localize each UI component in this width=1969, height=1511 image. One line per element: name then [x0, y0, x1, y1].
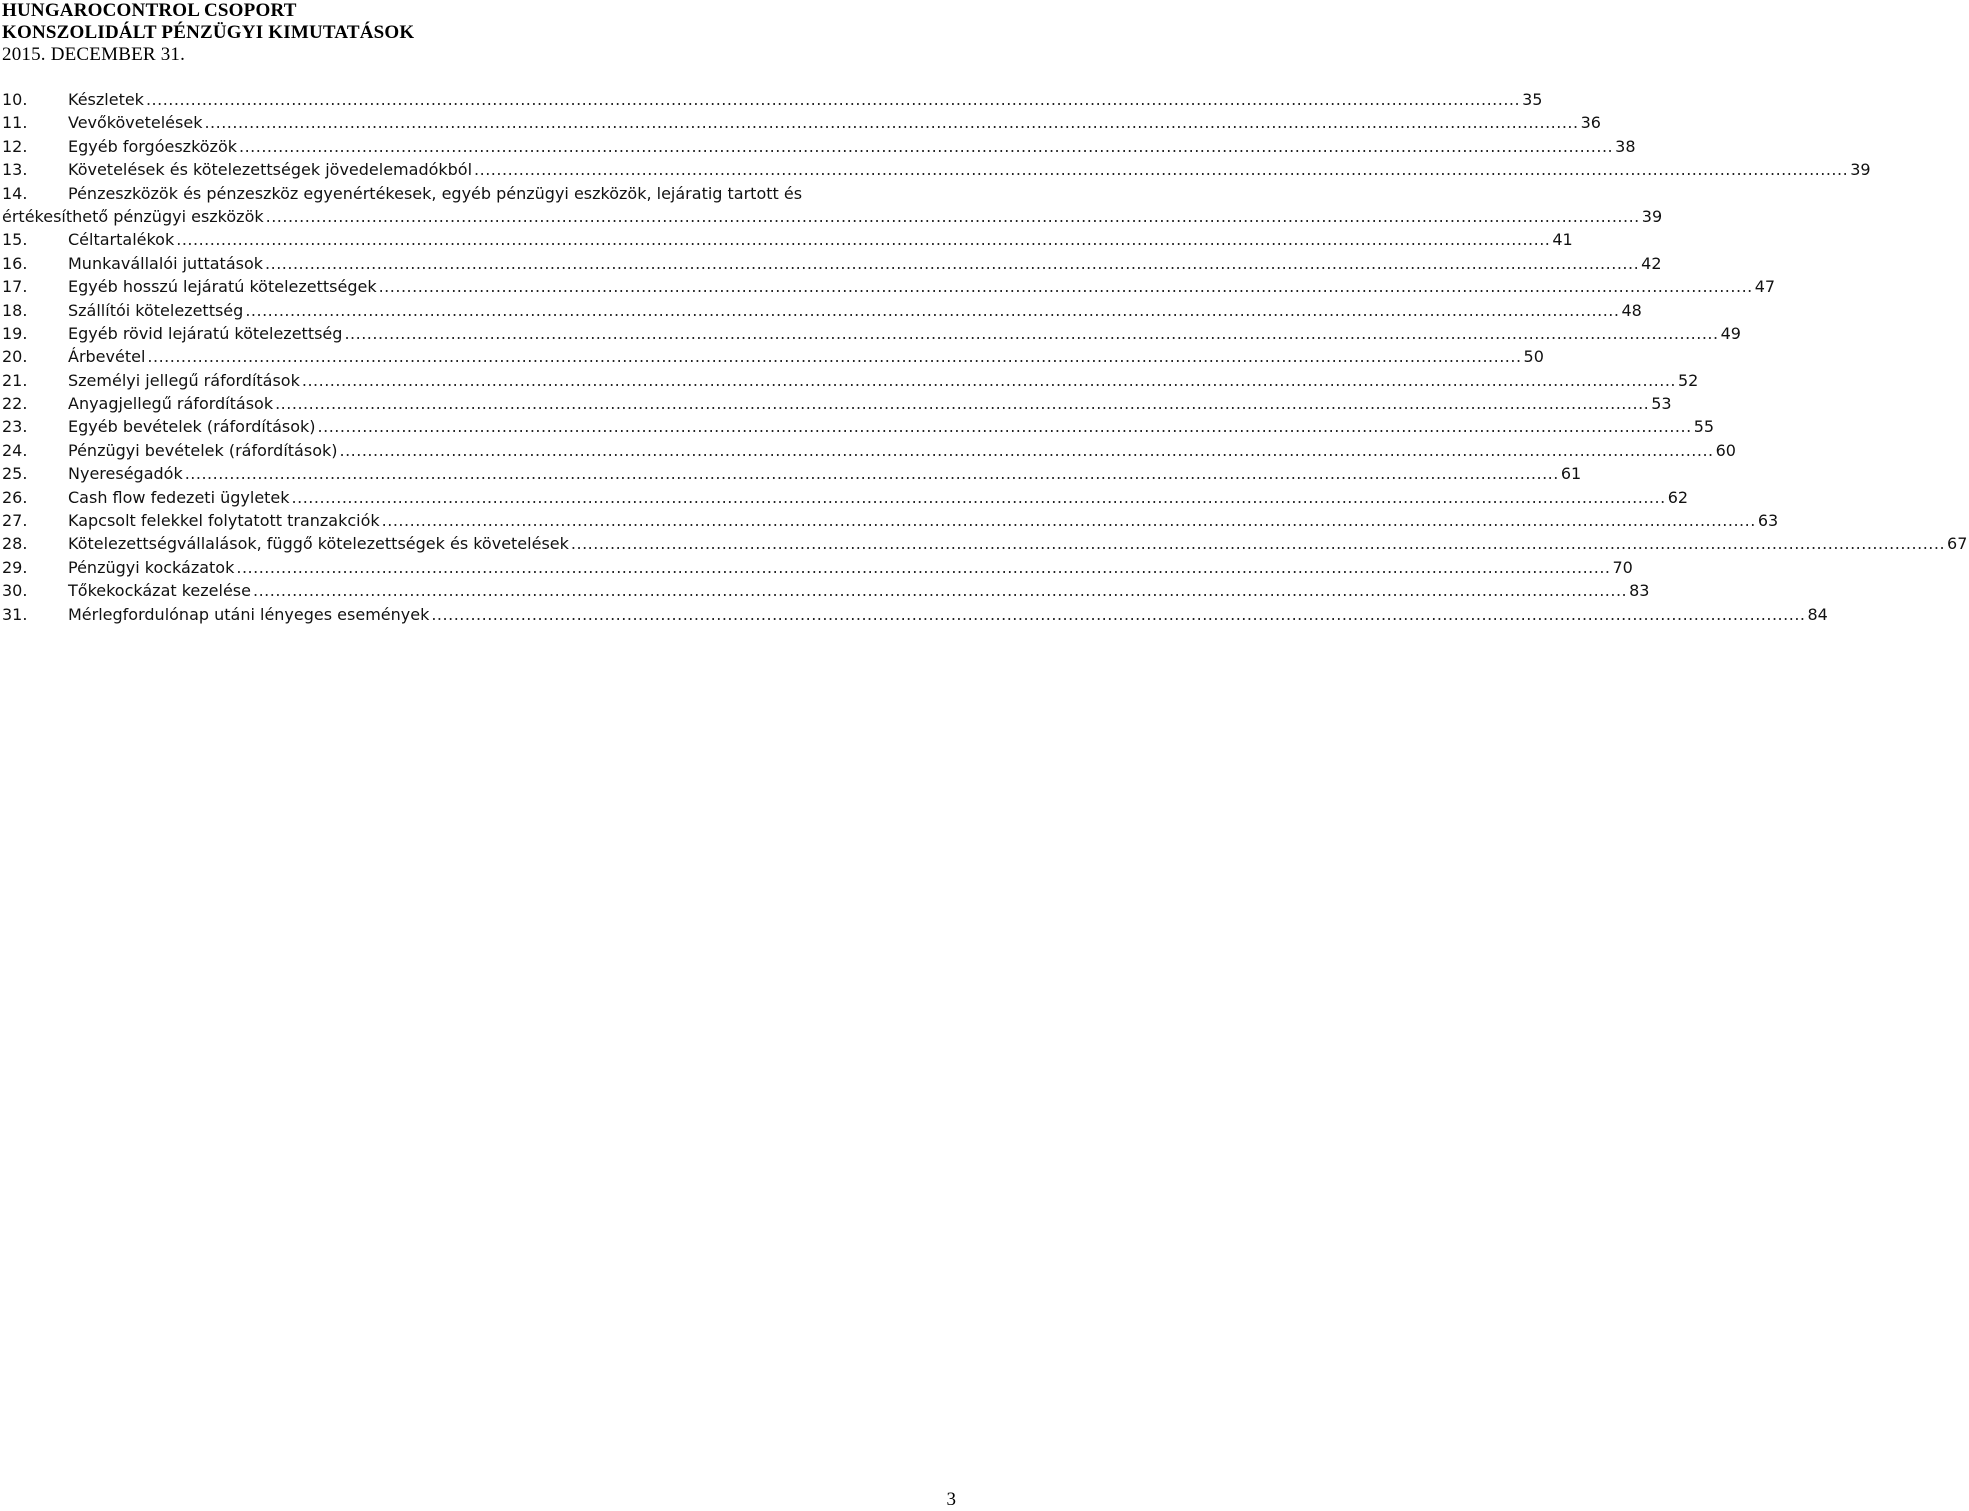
- toc-entry[interactable]: [2, 88, 1543, 111]
- toc-entry-number: 14.: [2, 183, 28, 203]
- dot-leader: [265, 252, 1639, 275]
- toc-entry-number: 18.: [2, 300, 28, 320]
- dot-leader: [146, 88, 1520, 111]
- dot-leader: [318, 415, 1692, 438]
- table-of-contents: [2, 88, 1968, 626]
- toc-entry-number: 16.: [2, 253, 28, 273]
- toc-entry-title: Mérlegfordulónap utáni lényeges események: [68, 604, 430, 624]
- dot-leader: [302, 369, 1676, 392]
- toc-entry[interactable]: [2, 158, 1871, 181]
- toc-entry-page: 83: [1629, 581, 1650, 601]
- toc-entry[interactable]: [2, 135, 1636, 158]
- dot-leader: [253, 579, 1627, 602]
- toc-entry-page: 53: [1651, 394, 1672, 414]
- dot-leader: [185, 462, 1559, 485]
- toc-entry-page: 60: [1715, 440, 1736, 460]
- toc-entry-title: Kötelezettségvállalások, függő kötelezettségek és követelések: [68, 534, 569, 554]
- dot-leader: [382, 509, 1756, 532]
- toc-entry-title: Egyéb forgóeszközök: [68, 136, 237, 156]
- toc-entry-number: 15.: [2, 230, 28, 250]
- report-date: 2015. DECEMBER 31.: [2, 44, 186, 65]
- toc-entry-page: 55: [1693, 417, 1715, 437]
- toc-entry-title: Pénzeszközök és pénzeszköz egyenértékesek, egyéb pénzügyi eszközök, lejáratig tartott és: [68, 183, 803, 203]
- toc-entry-number: 26.: [2, 487, 28, 507]
- toc-entry-title: Pénzügyi kockázatok: [68, 557, 235, 577]
- toc-entry-page: 50: [1523, 347, 1544, 367]
- toc-entry-title: Kapcsolt felekkel folytatott tranzakciók: [68, 511, 380, 531]
- toc-entry-number: 28.: [2, 534, 28, 554]
- toc-entry-number: 12.: [2, 136, 28, 156]
- toc-entry-page: 39: [1850, 160, 1871, 180]
- toc-entry-continuation[interactable]: [2, 205, 1663, 228]
- dot-leader: [204, 111, 1578, 134]
- toc-entry[interactable]: [2, 182, 958, 205]
- toc-entry-title: Cash flow fedezeti ügyletek: [68, 487, 290, 507]
- dot-leader: [147, 345, 1521, 368]
- toc-entry-number: 11.: [2, 113, 28, 133]
- toc-entry-number: 23.: [2, 417, 28, 437]
- toc-entry[interactable]: [2, 462, 1582, 485]
- toc-entry-title: Személyi jellegű ráfordítások: [68, 370, 300, 390]
- toc-entry[interactable]: [2, 532, 1968, 555]
- toc-entry-page: 48: [1621, 300, 1642, 320]
- toc-entry-number: 27.: [2, 511, 28, 531]
- toc-entry[interactable]: [2, 299, 1642, 322]
- toc-entry[interactable]: [2, 322, 1741, 345]
- toc-entry-number: 24.: [2, 440, 28, 460]
- toc-entry-title: Szállítói kötelezettség: [68, 300, 244, 320]
- toc-entry-title: Árbevétel: [68, 347, 146, 367]
- toc-entry-title: Nyereségadók: [68, 464, 183, 484]
- toc-entry[interactable]: [2, 275, 1776, 298]
- dot-leader: [245, 299, 1619, 322]
- toc-entry-page: 62: [1667, 487, 1689, 507]
- toc-entry-page: 84: [1807, 604, 1828, 624]
- dot-leader: [176, 228, 1550, 251]
- toc-entry[interactable]: [2, 439, 1736, 462]
- toc-entry-title: Céltartalékok: [68, 230, 175, 250]
- dot-leader: [379, 275, 1753, 298]
- toc-entry-page: 52: [1678, 370, 1699, 390]
- toc-entry[interactable]: [2, 486, 1689, 509]
- toc-entry[interactable]: [2, 556, 1633, 579]
- toc-entry[interactable]: [2, 509, 1779, 532]
- toc-entry[interactable]: [2, 228, 1573, 251]
- toc-entry-title: Készletek: [68, 90, 144, 109]
- toc-entry-page: 38: [1615, 136, 1636, 156]
- toc-entry-title: Egyéb hosszú lejáratú kötelezettségek: [68, 277, 377, 297]
- toc-entry-number: 29.: [2, 557, 28, 577]
- toc-entry[interactable]: [2, 369, 1699, 392]
- dot-leader: [239, 135, 1613, 158]
- dot-leader: [344, 322, 1718, 345]
- toc-entry-number: 22.: [2, 394, 28, 414]
- toc-entry-title-continued: értékesíthető pénzügyi eszközök: [2, 206, 264, 226]
- toc-entry-title: Egyéb rövid lejáratú kötelezettség: [68, 323, 343, 343]
- dot-leader: [275, 392, 1649, 415]
- toc-entry-page: 39: [1641, 206, 1663, 226]
- dot-leader: [431, 603, 1805, 626]
- toc-entry[interactable]: [2, 392, 1672, 415]
- dot-leader: [339, 439, 1713, 462]
- toc-entry-title: Egyéb bevételek (ráfordítások): [68, 417, 316, 437]
- page-number: 3: [946, 1489, 956, 1510]
- toc-entry-number: 21.: [2, 370, 28, 390]
- toc-entry-page: 35: [1522, 90, 1543, 109]
- toc-entry-title: Munkavállalói juttatások: [68, 253, 264, 273]
- toc-entry-page: 41: [1552, 230, 1573, 250]
- company-name: HUNGAROCONTROL CSOPORT: [2, 0, 297, 21]
- dot-leader: [474, 158, 1848, 181]
- toc-entry-title: Anyagjellegű ráfordítások: [68, 394, 274, 414]
- toc-entry-number: 10.: [2, 90, 28, 109]
- toc-entry-title: Tőkekockázat kezelése: [68, 581, 251, 601]
- toc-entry-number: 19.: [2, 323, 28, 343]
- toc-entry-page: 49: [1720, 323, 1741, 343]
- toc-entry-page: 67: [1947, 534, 1968, 554]
- document-header: [2, 0, 414, 66]
- toc-entry[interactable]: [2, 603, 1828, 626]
- toc-entry-page: 70: [1612, 557, 1633, 577]
- toc-entry-title: Vevőkövetelések: [68, 113, 203, 133]
- toc-entry-page: 63: [1757, 511, 1779, 531]
- toc-entry[interactable]: [2, 579, 1650, 602]
- toc-entry-page: 36: [1580, 113, 1601, 133]
- toc-entry-number: 25.: [2, 464, 28, 484]
- toc-entry-number: 17.: [2, 277, 28, 297]
- toc-entry-page: 61: [1560, 464, 1582, 484]
- toc-entry-page: 47: [1754, 277, 1776, 297]
- toc-entry-number: 20.: [2, 347, 28, 367]
- dot-leader: [236, 556, 1610, 579]
- toc-entry[interactable]: [2, 252, 1662, 275]
- toc-entry-title: Pénzügyi bevételek (ráfordítások): [68, 440, 338, 460]
- dot-leader: [292, 486, 1666, 509]
- toc-entry-number: 31.: [2, 604, 28, 624]
- toc-entry-page: 42: [1641, 253, 1662, 273]
- toc-entry[interactable]: [2, 111, 1601, 134]
- toc-entry[interactable]: [2, 345, 1544, 368]
- toc-entry[interactable]: [2, 415, 1715, 438]
- report-title: KONSZOLIDÁLT PÉNZÜGYI KIMUTATÁSOK: [2, 22, 415, 43]
- dot-leader: [266, 205, 1640, 228]
- toc-entry-number: 13.: [2, 160, 28, 180]
- toc-entry-number: 30.: [2, 581, 28, 601]
- dot-leader: [571, 532, 1945, 555]
- toc-entry-title: Követelések és kötelezettségek jövedelemadókból: [68, 160, 473, 180]
